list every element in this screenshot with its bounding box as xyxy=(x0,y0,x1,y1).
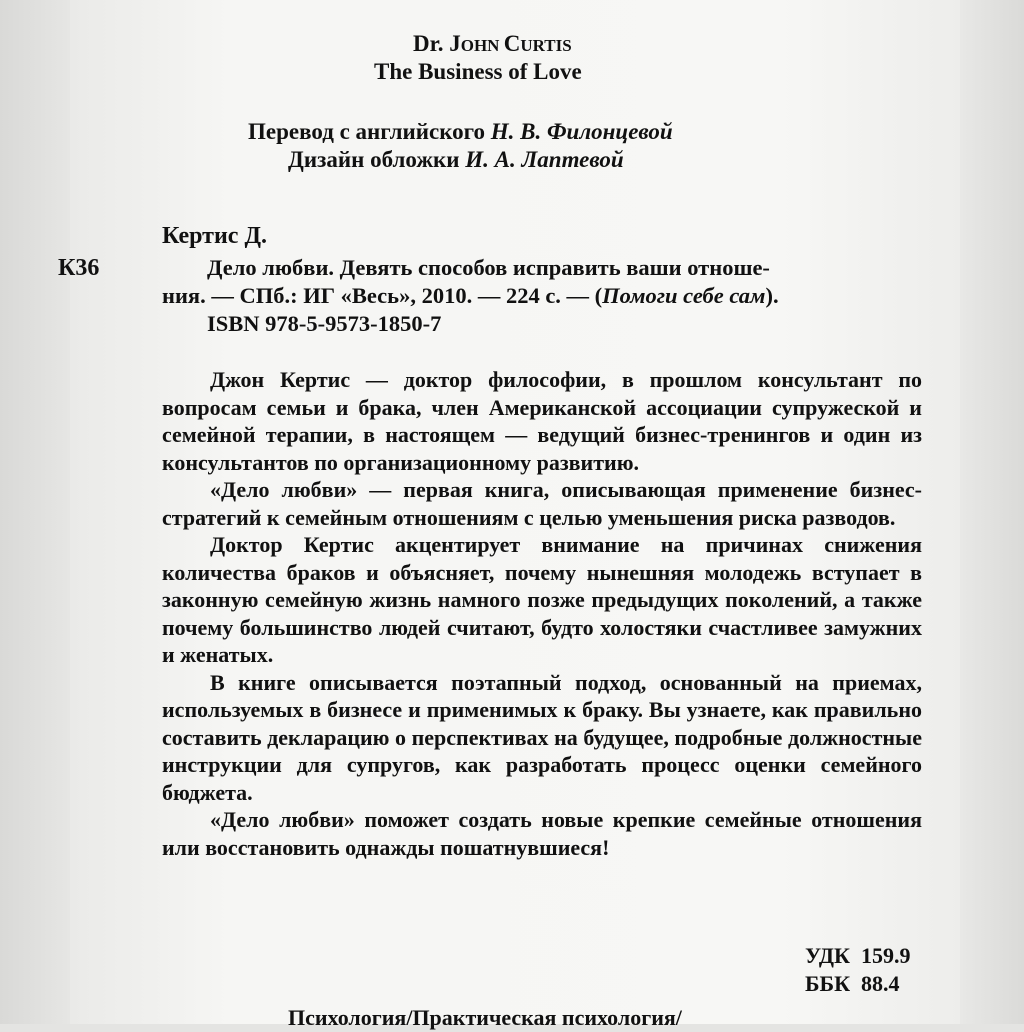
bbk-code: ББК 88.4 xyxy=(805,971,900,996)
subject-category: Психология/Практическая психология/ xyxy=(288,1005,682,1030)
catalog-author: Кертис Д. xyxy=(162,223,267,249)
annotation-paragraph: «Дело любви» — первая книга, описывающая применение бизнес-стратегий к семейным отношениям с целью уменьшения риска разводов. xyxy=(162,477,922,530)
translation-credit: Перевод с английского Н. В. Филонцевой xyxy=(248,119,673,144)
annotation-paragraph: Джон Кертис — доктор философии, в прошлом консультант по вопросам семьи и брака, член Американской ассоциации супружеской и семейной терапии, в настоящем — ведущий бизнес-тренингов и один из консультантов по организационному развитию. xyxy=(162,367,922,475)
annotation-paragraph: Доктор Кертис акцентирует внимание на причинах снижения количества браков и объясняет, почему нынешняя молодежь вступает в законную семейную жизнь намного позже предыдущих поколений, а также почему большинство людей считают, будто холостяки счастливее замужних и женатых. xyxy=(162,532,922,667)
catalog-code: К36 xyxy=(58,255,100,281)
udk-code: УДК 159.9 xyxy=(805,943,911,968)
original-title: The Business of Love xyxy=(374,59,582,84)
catalog-isbn: ISBN 978-5-9573-1850-7 xyxy=(207,311,442,336)
page-edge xyxy=(960,0,1024,1024)
annotation-paragraph: В книге описывается поэтапный подход, основанный на приемах, используемых в бизнесе и применимых к браку. Вы узнаете, как правильно составить декларацию о перспективах на будущее, подробные должностные инструкции для супругов, как разработать процесс оценки семейного бюджета. xyxy=(162,669,922,805)
cover-design-credit: Дизайн обложки И. А. Лаптевой xyxy=(288,147,624,172)
annotation-block xyxy=(162,366,922,861)
catalog-title-line-1: Дело любви. Девять способов исправить ваши отноше- xyxy=(207,255,770,280)
annotation-paragraph: «Дело любви» поможет создать новые крепкие семейные отношения или восстановить однажды пошатнувшиеся! xyxy=(162,807,922,860)
original-author: Dr. JOHN CURTIS xyxy=(413,31,572,56)
page-gutter xyxy=(0,0,70,1024)
catalog-title-line-2: ния. — СПб.: ИГ «Весь», 2010. — 224 с. — (Помоги себе сам). xyxy=(162,283,779,308)
